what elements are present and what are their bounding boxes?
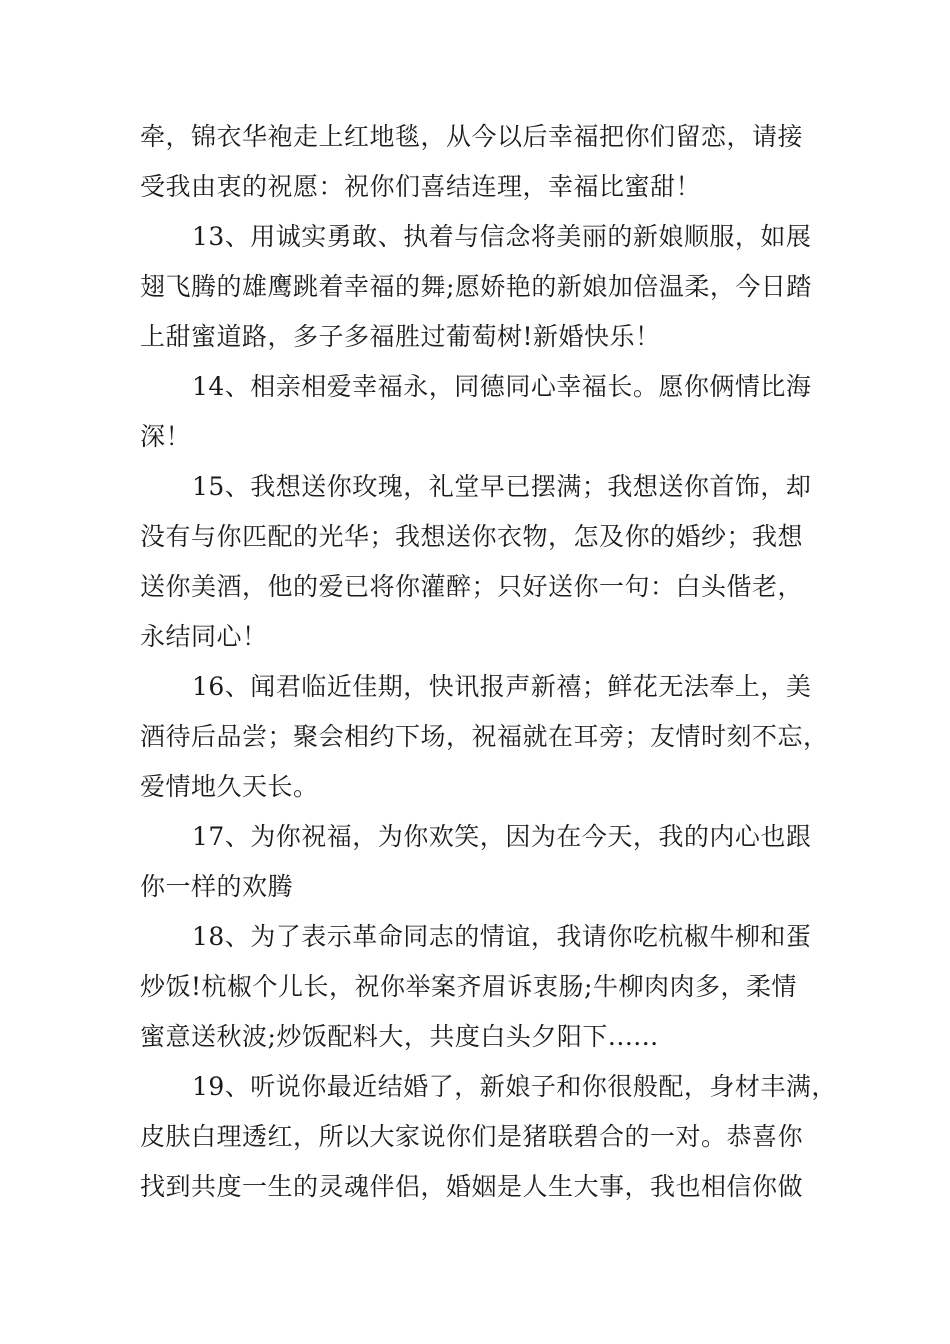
text-line: 没有与你匹配的光华；我想送你衣物，怎及你的婚纱；我想: [140, 522, 804, 551]
paragraph-17-start: 17、为你祝福，为你欢笑，因为在今天，我的内心也跟: [192, 822, 812, 851]
text-line: 受我由衷的祝愿：祝你们喜结连理，幸福比蜜甜！: [140, 172, 702, 201]
paragraph-19-start: 19、听说你最近结婚了，新娘子和你很般配，身材丰满，: [192, 1072, 837, 1101]
text-line: 皮肤白理透红，所以大家说你们是猪联碧合的一对。恭喜你: [140, 1122, 804, 1151]
text-line: 爱情地久天长。: [140, 772, 319, 801]
paragraph-16-start: 16、闻君临近佳期，快讯报声新禧；鲜花无法奉上，美: [192, 672, 812, 701]
text-line: 送你美酒，他的爱已将你灌醉；只好送你一句：白头偕老，: [140, 572, 804, 601]
text-line: 翅飞腾的雄鹰跳着幸福的舞;愿娇艳的新娘加倍温柔，今日踏: [140, 272, 812, 301]
text-line: 深！: [140, 422, 192, 451]
paragraph-18-start: 18、为了表示革命同志的情谊，我请你吃杭椒牛柳和蛋: [192, 922, 812, 951]
text-line: 炒饭!杭椒个儿长，祝你举案齐眉诉衷肠;牛柳肉肉多，柔情: [140, 972, 797, 1001]
text-line: 你一样的欢腾: [140, 872, 294, 901]
text-line: 找到共度一生的灵魂伴侣，婚姻是人生大事，我也相信你做: [140, 1172, 804, 1201]
paragraph-15-start: 15、我想送你玫瑰，礼堂早已摆满；我想送你首饰，却: [192, 472, 812, 501]
text-line: 蜜意送秋波;炒饭配料大，共度白头夕阳下......: [140, 1022, 659, 1051]
text-line: 永结同心！: [140, 622, 268, 651]
paragraph-13-start: 13、用诚实勇敢、执着与信念将美丽的新娘顺服，如展: [192, 222, 812, 251]
paragraph-14-start: 14、相亲相爱幸福永，同德同心幸福长。愿你俩情比海: [192, 372, 812, 401]
text-line: 酒待后品尝；聚会相约下场，祝福就在耳旁；友情时刻不忘，: [140, 722, 829, 751]
text-line: 上甜蜜道路，多子多福胜过葡萄树!新婚快乐！: [140, 322, 661, 351]
text-line: 牵，锦衣华袍走上红地毯，从今以后幸福把你们留恋，请接: [140, 122, 804, 151]
document-page: [140, 112, 837, 1212]
